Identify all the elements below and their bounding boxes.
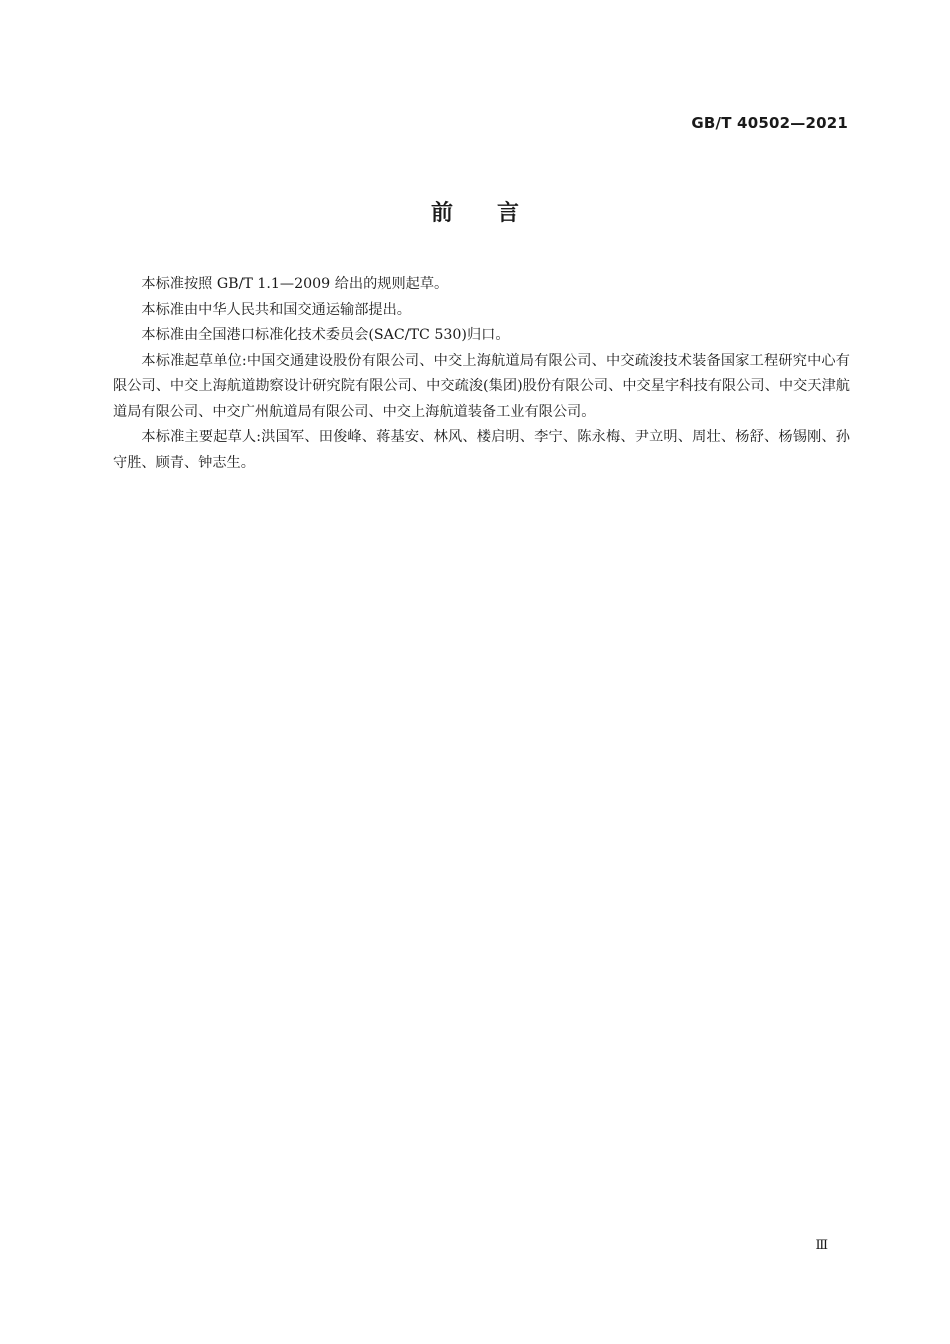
paragraph-drafters: 本标准主要起草人:洪国军、田俊峰、蒋基安、林风、楼启明、李宁、陈永梅、尹立明、周壮、杨舒、杨锡刚、孙守胜、顾青、钟志生。 (113, 429, 850, 471)
document-body (113, 272, 850, 476)
page-number: Ⅲ (815, 1238, 828, 1253)
paragraph-drafting-rules: 本标准按照 GB/T 1.1—2009 给出的规则起草。 (141, 276, 449, 292)
standard-number: GB/T 40502—2021 (691, 114, 848, 132)
page-title: 前 言 (430, 201, 519, 226)
paragraph-proposer: 本标准由中华人民共和国交通运输部提出。 (141, 301, 411, 318)
paragraph-committee: 本标准由全国港口标准化技术委员会(SAC/TC 530)归口。 (141, 327, 510, 343)
paragraph-drafting-units: 本标准起草单位:中国交通建设股份有限公司、中交上海航道局有限公司、中交疏浚技术装备国家工程研究中心有限公司、中交上海航道勘察设计研究院有限公司、中交疏浚(集团)股份有限公司、中交星宇科技有限公司、中交天津航道局有限公司、中交广州航道局有限公司、中交上海航道装备工业有限公司。 (113, 352, 850, 420)
